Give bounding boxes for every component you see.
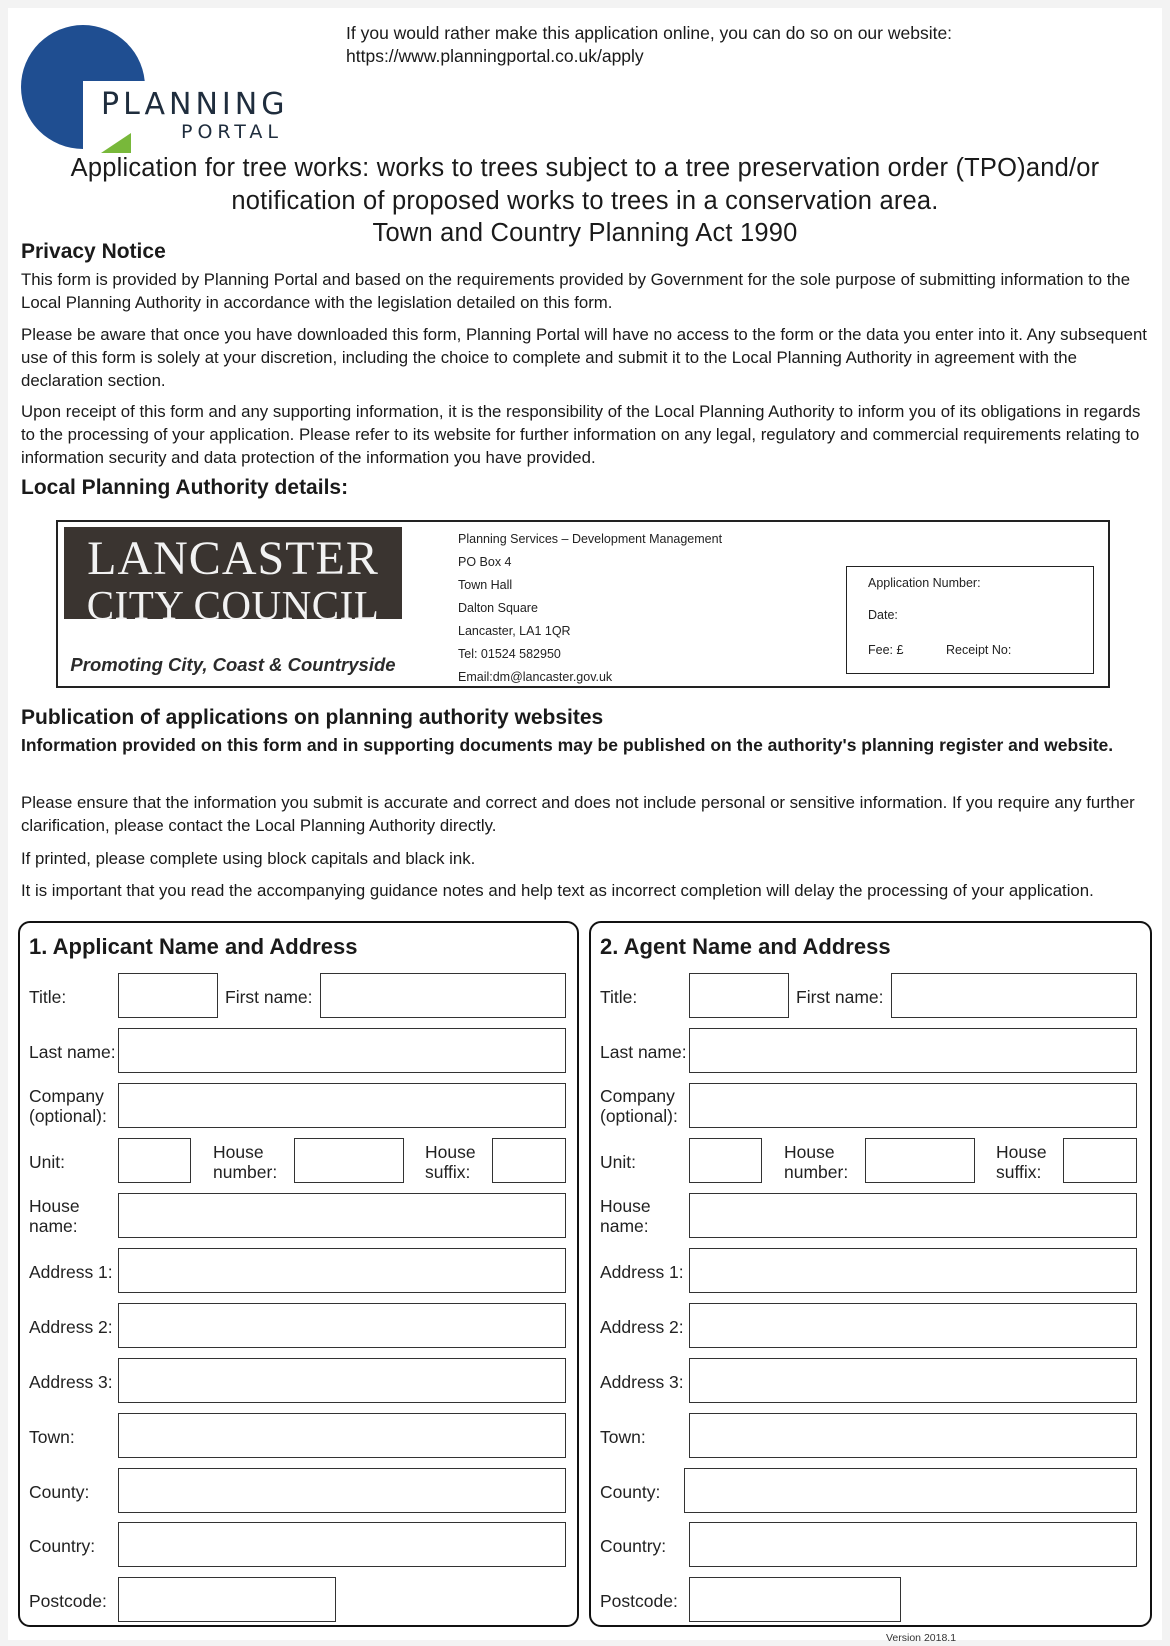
- house-number-label: House number:: [784, 1142, 849, 1182]
- town-label: Town:: [600, 1427, 646, 1447]
- office-use-box: [846, 566, 1094, 674]
- application-number-label: Application Number:: [868, 576, 981, 590]
- agent-house-number-field[interactable]: [865, 1138, 975, 1183]
- applicant-address-1-field[interactable]: [118, 1248, 566, 1293]
- applicant-address-2-field[interactable]: [118, 1303, 566, 1348]
- agent-heading: 2. Agent Name and Address: [600, 934, 891, 959]
- house-suffix-label: House suffix:: [996, 1142, 1047, 1182]
- postcode-label: Postcode:: [29, 1591, 107, 1611]
- publication-paragraph-1: Please ensure that the information you submit is accurate and correct and does not include personal or sensitive information. If you require any further clarification, please contact the Local Planning Authority directly.: [21, 793, 1135, 835]
- publication-notice: Information provided on this form and in supporting documents may be published on the authority's planning register and website.: [21, 735, 1114, 755]
- last-name-label: Last name:: [29, 1042, 116, 1062]
- receipt-number-label: Receipt No:: [946, 643, 1012, 657]
- agent-company-field[interactable]: [689, 1083, 1137, 1128]
- house-name-label: House name:: [29, 1196, 80, 1236]
- company-label: Company (optional):: [600, 1086, 678, 1126]
- unit-label: Unit:: [29, 1152, 65, 1172]
- privacy-paragraph-3: Upon receipt of this form and any supporting information, it is the responsibility of the Local Planning Authority to inform you of its obligations in regards to the processing of your application. Please refer to its website for further information on any legal, regulatory and commercial requirements relating to information security and data protection of the information you have provided.: [21, 402, 1141, 467]
- publication-paragraph-3: It is important that you read the accompanying guidance notes and help text as incorrect completion will delay the processing of your application.: [21, 881, 1094, 900]
- agent-last-name-field[interactable]: [689, 1028, 1137, 1073]
- title-label: Title:: [600, 987, 638, 1007]
- country-label: Country:: [29, 1536, 96, 1556]
- house-name-label: House name:: [600, 1196, 651, 1236]
- agent-address-1-field[interactable]: [689, 1248, 1137, 1293]
- version-label: Version 2018.1: [886, 1632, 957, 1644]
- first-name-label: First name:: [225, 987, 313, 1007]
- planning-portal-link[interactable]: https://www.planningportal.co.uk/apply: [346, 46, 644, 66]
- town-label: Town:: [29, 1427, 75, 1447]
- council-address: Planning Services – Development Management PO Box 4 Town Hall Dalton Square Lancaster, LA1 1QR Tel: 01524 582950 Email:dm@lancaster.gov.uk: [458, 528, 722, 689]
- agent-address-2-field[interactable]: [689, 1303, 1137, 1348]
- council-tagline: Promoting City, Coast & Countryside: [70, 654, 396, 675]
- house-number-label: House number:: [213, 1142, 278, 1182]
- council-email: Email:dm@lancaster.gov.uk: [458, 670, 613, 684]
- agent-unit-field[interactable]: [689, 1138, 762, 1183]
- last-name-label: Last name:: [600, 1042, 687, 1062]
- agent-country-field[interactable]: [689, 1522, 1137, 1567]
- applicant-house-name-field[interactable]: [118, 1193, 566, 1238]
- country-label: Country:: [600, 1536, 667, 1556]
- page-title: Application for tree works: works to trees subject to a tree preservation order (TPO)and/or notification of proposed works to trees in a conservation area. Town and Country Planning Act 1990: [70, 154, 1100, 247]
- unit-label: Unit:: [600, 1152, 636, 1172]
- agent-first-name-field[interactable]: [891, 973, 1137, 1018]
- lpa-details-box: [56, 520, 1110, 688]
- applicant-house-number-field[interactable]: [294, 1138, 404, 1183]
- house-suffix-label: House suffix:: [425, 1142, 476, 1182]
- address-2-label: Address 2:: [29, 1317, 113, 1337]
- applicant-company-field[interactable]: [118, 1083, 566, 1128]
- applicant-address-3-field[interactable]: [118, 1358, 566, 1403]
- applicant-first-name-field[interactable]: [320, 973, 566, 1018]
- agent-house-name-field[interactable]: [689, 1193, 1137, 1238]
- postcode-label: Postcode:: [600, 1591, 678, 1611]
- county-label: County:: [600, 1482, 661, 1502]
- applicant-unit-field[interactable]: [118, 1138, 191, 1183]
- applicant-county-field[interactable]: [118, 1468, 566, 1513]
- agent-postcode-field[interactable]: [689, 1577, 901, 1622]
- lancaster-city-council-logo: LANCASTER CITY COUNCIL: [64, 527, 402, 619]
- applicant-postcode-field[interactable]: [118, 1577, 336, 1622]
- county-label: County:: [29, 1482, 90, 1502]
- form-page: [8, 8, 1162, 1644]
- privacy-paragraph-2: Please be aware that once you have downloaded this form, Planning Portal will have no access to the form or the data you enter into it. Any subsequent use of this form is solely at your discretion, including the choice to complete and submit it to the Local Planning Authority in agreement with the declaration section.: [21, 325, 1147, 390]
- lpa-details-heading: Local Planning Authority details:: [21, 476, 349, 499]
- publication-paragraph-2: If printed, please complete using block capitals and black ink.: [21, 849, 476, 868]
- applicant-heading: 1. Applicant Name and Address: [29, 934, 358, 959]
- planning-portal-logo: PLANNING PORTAL: [21, 25, 301, 155]
- applicant-house-suffix-field[interactable]: [492, 1138, 566, 1183]
- privacy-paragraph-1: This form is provided by Planning Portal and based on the requirements provided by Government for the sole purpose of submitting information to the Local Planning Authority in accordance with the legislation detailed on this form.: [21, 270, 1131, 312]
- publication-heading: Publication of applications on planning authority websites: [21, 706, 604, 729]
- online-application-note: If you would rather make this application online, you can do so on our website: https://www.planningportal.co.uk/apply: [346, 22, 1046, 68]
- agent-panel: [589, 921, 1152, 1627]
- address-1-label: Address 1:: [600, 1262, 684, 1282]
- applicant-last-name-field[interactable]: [118, 1028, 566, 1073]
- company-label: Company (optional):: [29, 1086, 107, 1126]
- applicant-town-field[interactable]: [118, 1413, 566, 1458]
- agent-county-field[interactable]: [684, 1468, 1137, 1513]
- privacy-notice-heading: Privacy Notice: [21, 240, 166, 263]
- address-3-label: Address 3:: [600, 1372, 684, 1392]
- address-3-label: Address 3:: [29, 1372, 113, 1392]
- agent-house-suffix-field[interactable]: [1063, 1138, 1137, 1183]
- first-name-label: First name:: [796, 987, 884, 1007]
- agent-title-field[interactable]: [689, 973, 789, 1018]
- address-1-label: Address 1:: [29, 1262, 113, 1282]
- agent-address-3-field[interactable]: [689, 1358, 1137, 1403]
- fee-label: Fee: £: [868, 643, 904, 657]
- applicant-title-field[interactable]: [118, 973, 218, 1018]
- agent-town-field[interactable]: [689, 1413, 1137, 1458]
- title-label: Title:: [29, 987, 67, 1007]
- applicant-panel: [18, 921, 579, 1627]
- applicant-country-field[interactable]: [118, 1522, 566, 1567]
- date-label: Date:: [868, 608, 898, 622]
- address-2-label: Address 2:: [600, 1317, 684, 1337]
